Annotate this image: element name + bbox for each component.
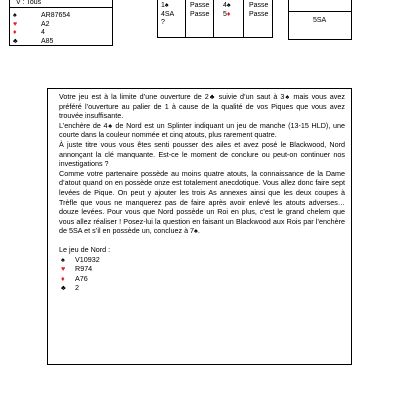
bid-col3-1: 4♠ xyxy=(223,2,231,9)
north-hand-row xyxy=(59,255,345,265)
club-icon: ♣ xyxy=(61,283,66,293)
bid-col4-2: Passe xyxy=(249,10,269,18)
bid-col1-3: ? xyxy=(161,19,165,26)
bid-col2-2: Passe xyxy=(190,10,210,18)
hand-cards: AR87654 xyxy=(41,12,71,19)
club-icon: ♣ xyxy=(13,38,18,45)
bid-col2-1: Passe xyxy=(190,2,210,9)
bid-col3-2: 5♦ xyxy=(223,10,231,18)
north-hand-cards: V10932 xyxy=(75,254,100,264)
north-hand-label: Le jeu de Nord : xyxy=(59,244,111,254)
vulnerability-label: V : Tous xyxy=(16,0,42,6)
diamond-icon: ♦ xyxy=(226,10,231,18)
diamond-icon: ♦ xyxy=(13,29,17,36)
hand-cards: 4 xyxy=(41,29,45,36)
answer-box-header xyxy=(288,0,352,12)
north-hand-row xyxy=(59,264,345,274)
north-hand-cards: R974 xyxy=(75,264,93,274)
north-hand-cards: A76 xyxy=(75,273,88,283)
hand-cards: A2 xyxy=(41,21,50,28)
answer-label: 5SA xyxy=(313,17,327,24)
north-hand-row xyxy=(59,283,345,293)
heart-icon: ♥ xyxy=(13,21,18,28)
explanation-panel xyxy=(47,88,352,365)
diamond-icon: ♦ xyxy=(61,273,65,283)
spade-icon: ♠ xyxy=(61,254,65,264)
paragraph-3: À juste titre vous vous êtes senti pousser des ailes et avez posé le Blackwood, Nord annonçant la clé manquante. Est-ce le moment de conclure ou peut-on continuer nos investigations ? xyxy=(59,139,345,169)
bid-col1-1: 1♠ xyxy=(161,2,169,9)
bid-col4-1: Passe xyxy=(249,2,269,9)
paragraph-2: L’enchère de 4♠ de Nord est un Splinter indiquant un jeu de manche (13-15 HLD), une courte dans la couleur nommée et cinq atouts, plus rarement quatre. xyxy=(59,120,345,140)
hand-diagram xyxy=(9,0,113,46)
spade-icon: ♠ xyxy=(13,12,17,19)
bid-col1-2: 4SA xyxy=(161,10,175,18)
north-hand xyxy=(59,255,345,293)
heart-icon: ♥ xyxy=(61,264,66,274)
paragraph-4: Comme votre partenaire possède au moins quatre atouts, la connaissance de la Dame d’atout quand on en possède onze est totalement anecdotique. Vous allez donc faire sept levées de Pique. On peut y ajouter les trois As annexes ainsi que les deux coupes à Trèfle que vous ne manquerez pas de faire après avoir enlevé les atouts adverses… douze levées. Pour vous que Nord possède un Roi en plus, c’est le grand chelem que vous allez réaliser ! Posez-lui la question en faisant un Blackwood aux Rois par l’enchère de 5SA et s’il en possède un, concluez à 7♠. xyxy=(59,168,345,236)
paragraph-1: Votre jeu est à la limite d’une ouverture de 2♣ suivie d’un saut à 3♠ mais vous avez préféré l’ouverture au palier de 1 à cause de la qualité de vos Piques que vous avez trouvée insuffisante. xyxy=(59,92,345,121)
hand-cards: A85 xyxy=(41,38,54,45)
north-hand-cards: 2 xyxy=(75,283,79,293)
north-hand-row xyxy=(59,274,345,284)
